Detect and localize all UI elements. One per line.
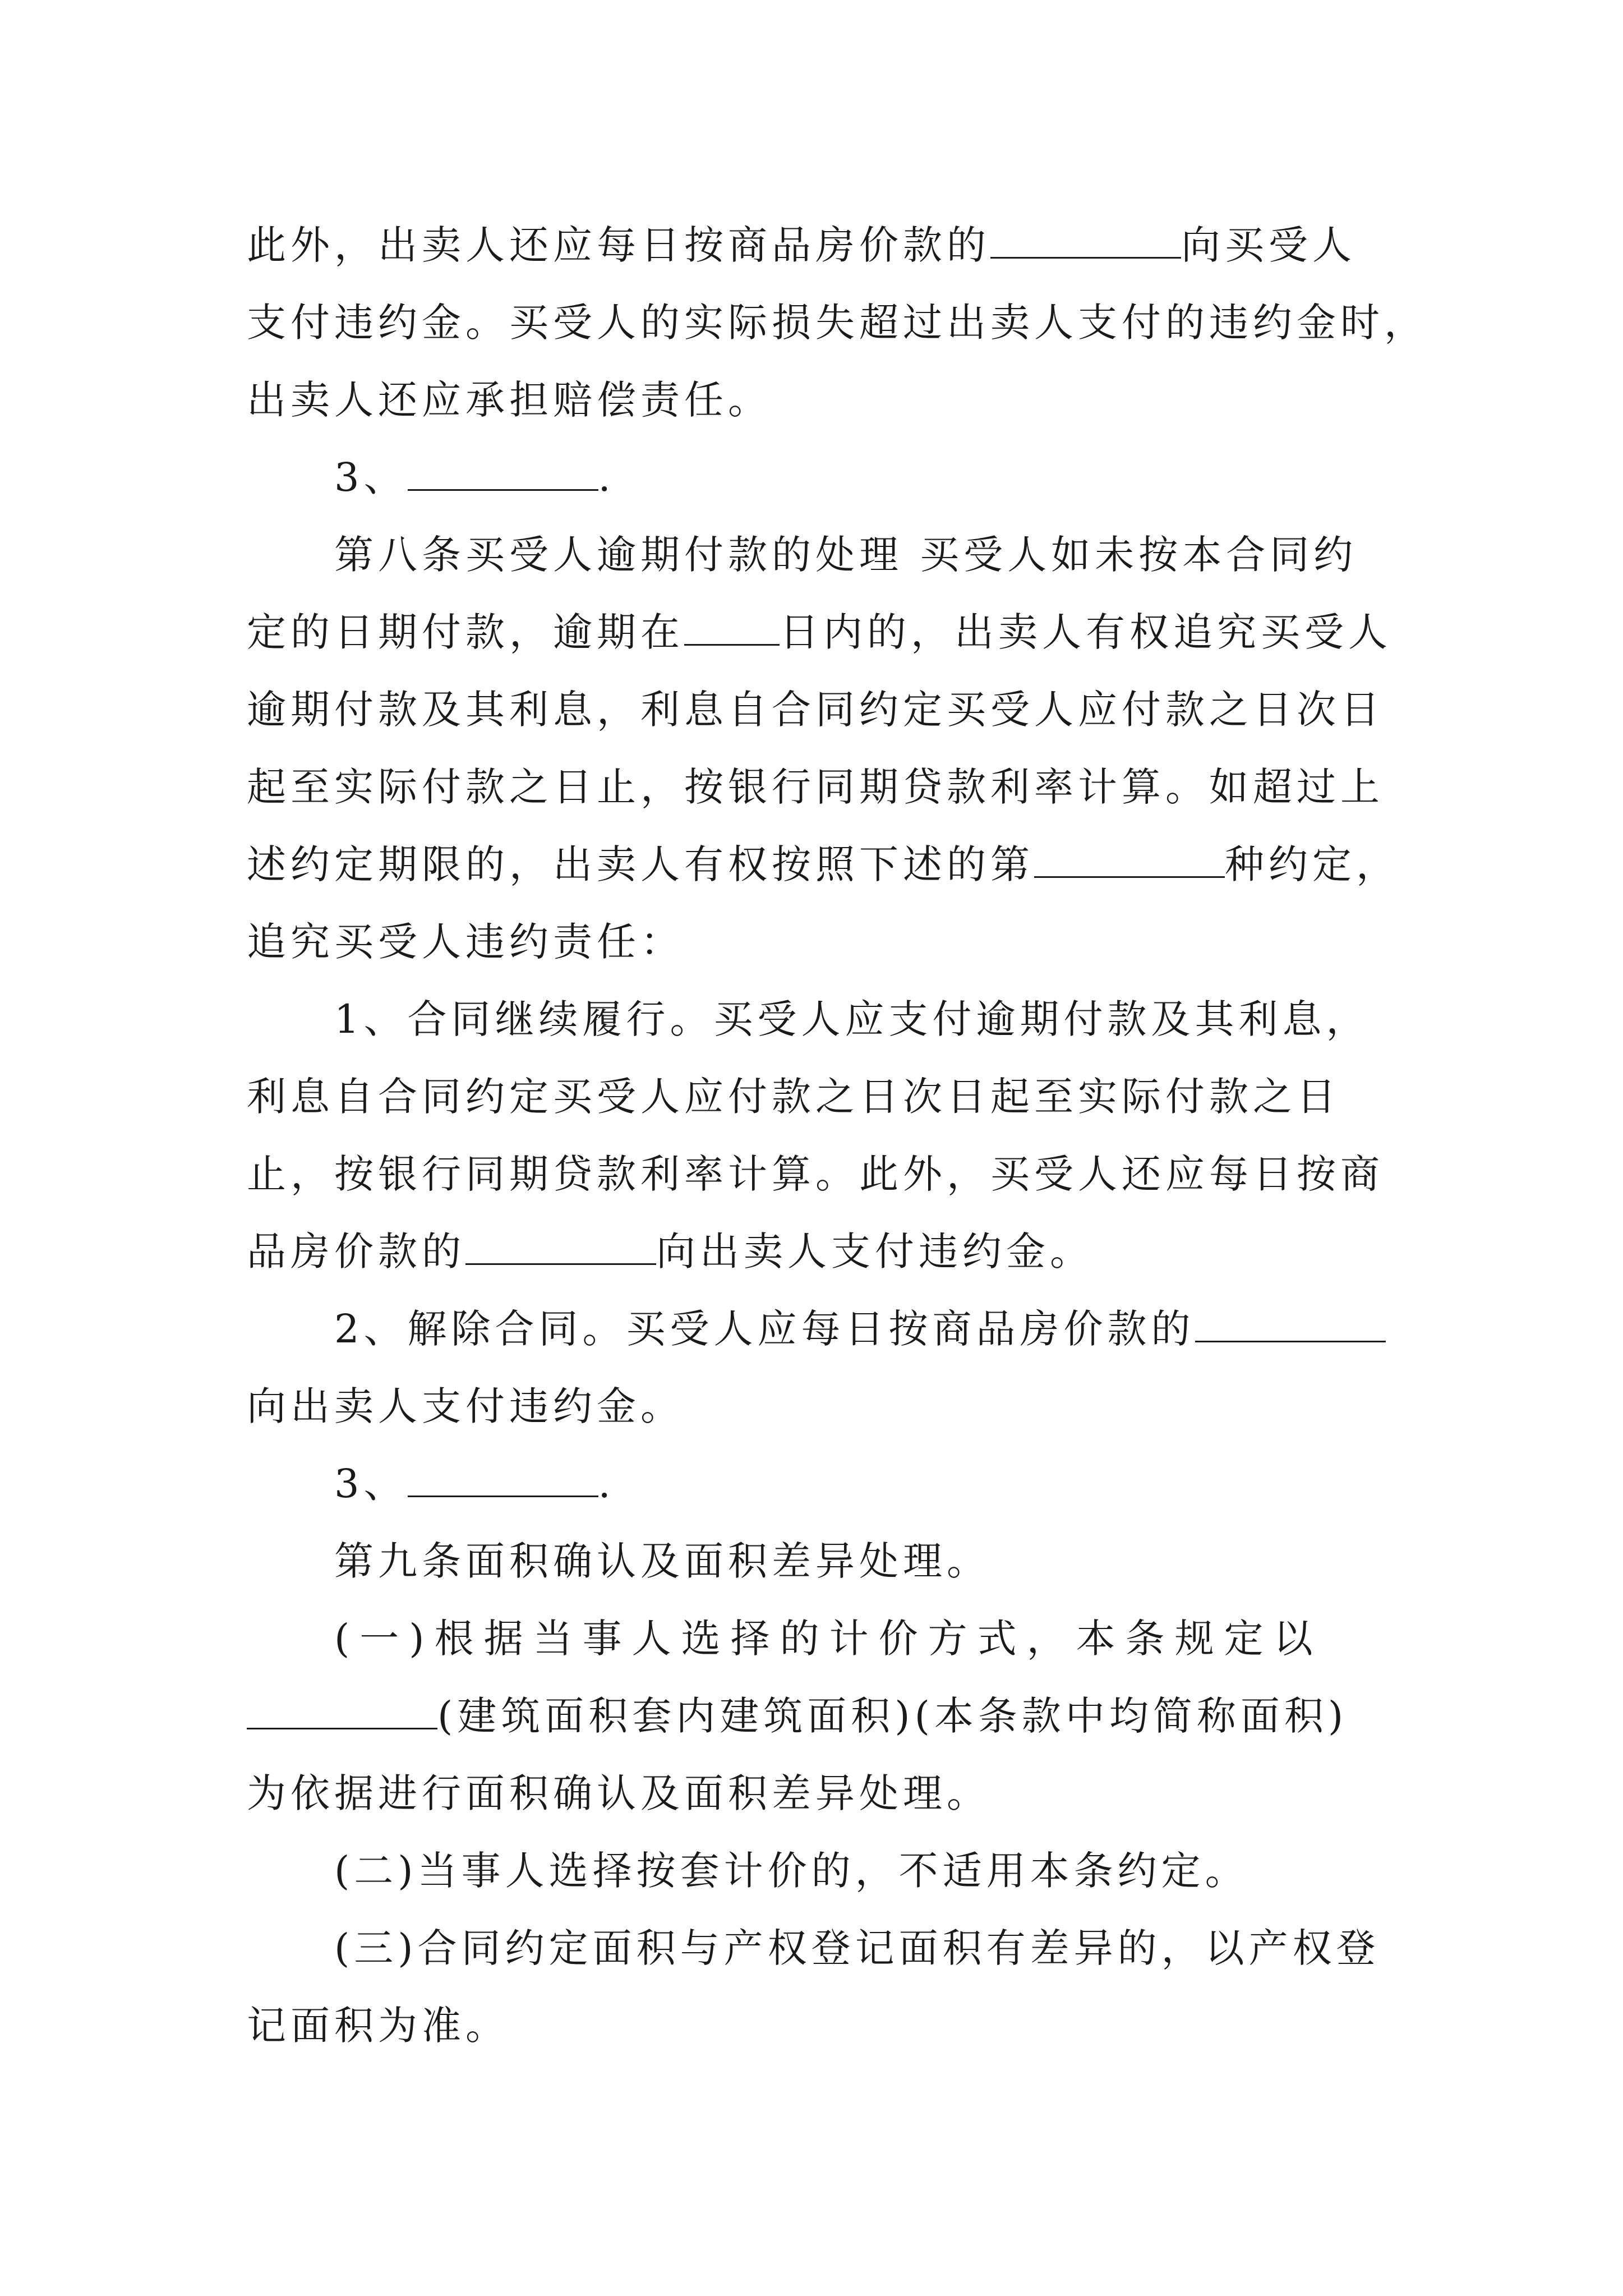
section-heading-article-9 (334, 1530, 990, 1592)
text-segment: 第八条买受人逾期付款的处理 买受人如未按本合同约 (334, 532, 1358, 578)
text-line (334, 1453, 615, 1515)
text-segment: 利息自合同约定买受人应付款之日次日起至实际付款之日 (247, 1074, 1340, 1120)
text-segment: 向出卖人支付违约金。 (247, 1383, 684, 1429)
text-segment: 种约定， (1225, 841, 1400, 887)
fill-in-blank (1034, 837, 1225, 878)
text-segment: (三)合同约定面积与产权登记面积有差异的，以产权登 (334, 1925, 1380, 1971)
text-line (247, 601, 1392, 663)
text-line (334, 1917, 1380, 1979)
text-segment: 支付违约金。买受人的实际损失超过出卖人支付的违约金时， (247, 300, 1428, 346)
text-segment: 为依据进行面积确认及面积差异处理。 (247, 1770, 990, 1816)
text-segment: (二)当事人选择按套计价的，不适用本条约定。 (334, 1848, 1249, 1894)
text-segment: 第九条面积确认及面积差异处理。 (334, 1538, 990, 1584)
text-segment: 日内的，出卖人有权追究买受人 (780, 609, 1392, 655)
text-segment: 此外，出卖人还应每日按商品房价款的 (247, 222, 990, 268)
text-line (247, 1143, 1384, 1205)
fill-in-blank (684, 605, 780, 646)
fill-in-blank (247, 1688, 437, 1729)
text-line (247, 1066, 1340, 1128)
text-line (334, 1608, 1323, 1669)
fill-in-blank (408, 450, 598, 491)
text-segment: 逾期付款及其利息，利息自合同约定买受人应付款之日次日 (247, 687, 1384, 733)
text-segment: 品房价款的 (247, 1228, 465, 1274)
text-line (247, 1685, 1348, 1747)
text-segment: 1、合同继续履行。买受人应支付逾期付款及其利息， (334, 996, 1370, 1042)
text-segment: 向买受人 (1181, 222, 1356, 268)
text-segment: 出卖人还应承担赔偿责任。 (247, 377, 772, 423)
text-segment: 2、解除合同。买受人应每日按商品房价款的 (334, 1306, 1195, 1352)
text-segment: 记面积为准。 (247, 2003, 509, 2049)
text-segment: 止，按银行同期贷款利率计算。此外，买受人还应每日按商 (247, 1151, 1384, 1197)
text-segment: 3、 (334, 454, 408, 500)
text-segment: 定的日期付款，逾期在 (247, 609, 684, 655)
text-line (247, 369, 772, 431)
text-line (247, 1221, 1094, 1282)
text-line (247, 911, 684, 973)
text-line (247, 679, 1384, 740)
text-line (334, 1840, 1249, 1902)
text-line (334, 447, 615, 508)
text-segment: 3、 (334, 1461, 408, 1507)
fill-in-blank (465, 1224, 656, 1265)
text-segment: 追究买受人违约责任： (247, 919, 684, 965)
text-segment: . (598, 454, 615, 500)
fill-in-blank (1195, 1301, 1386, 1342)
text-line (334, 988, 1370, 1050)
text-segment: 述约定期限的，出卖人有权按照下述的第 (247, 841, 1034, 887)
text-segment: . (598, 1461, 615, 1507)
text-line (334, 1298, 1386, 1360)
text-segment: (建筑面积套内建筑面积)(本条款中均简称面积) (437, 1693, 1348, 1739)
text-line (247, 756, 1384, 818)
text-segment: 向出卖人支付违约金。 (656, 1228, 1094, 1274)
fill-in-blank (408, 1456, 598, 1497)
text-line (247, 1763, 990, 1824)
section-heading-article-8 (334, 524, 1357, 586)
text-segment: (一)根据当事人选择的计价方式，本条规定以 (334, 1616, 1323, 1662)
fill-in-blank (990, 218, 1181, 259)
text-segment: 起至实际付款之日止，按银行同期贷款利率计算。如超过上 (247, 764, 1384, 810)
text-line (247, 834, 1400, 895)
text-line (247, 1995, 509, 2056)
text-line (247, 214, 1356, 276)
text-line (247, 292, 1428, 353)
text-line (247, 1375, 684, 1437)
